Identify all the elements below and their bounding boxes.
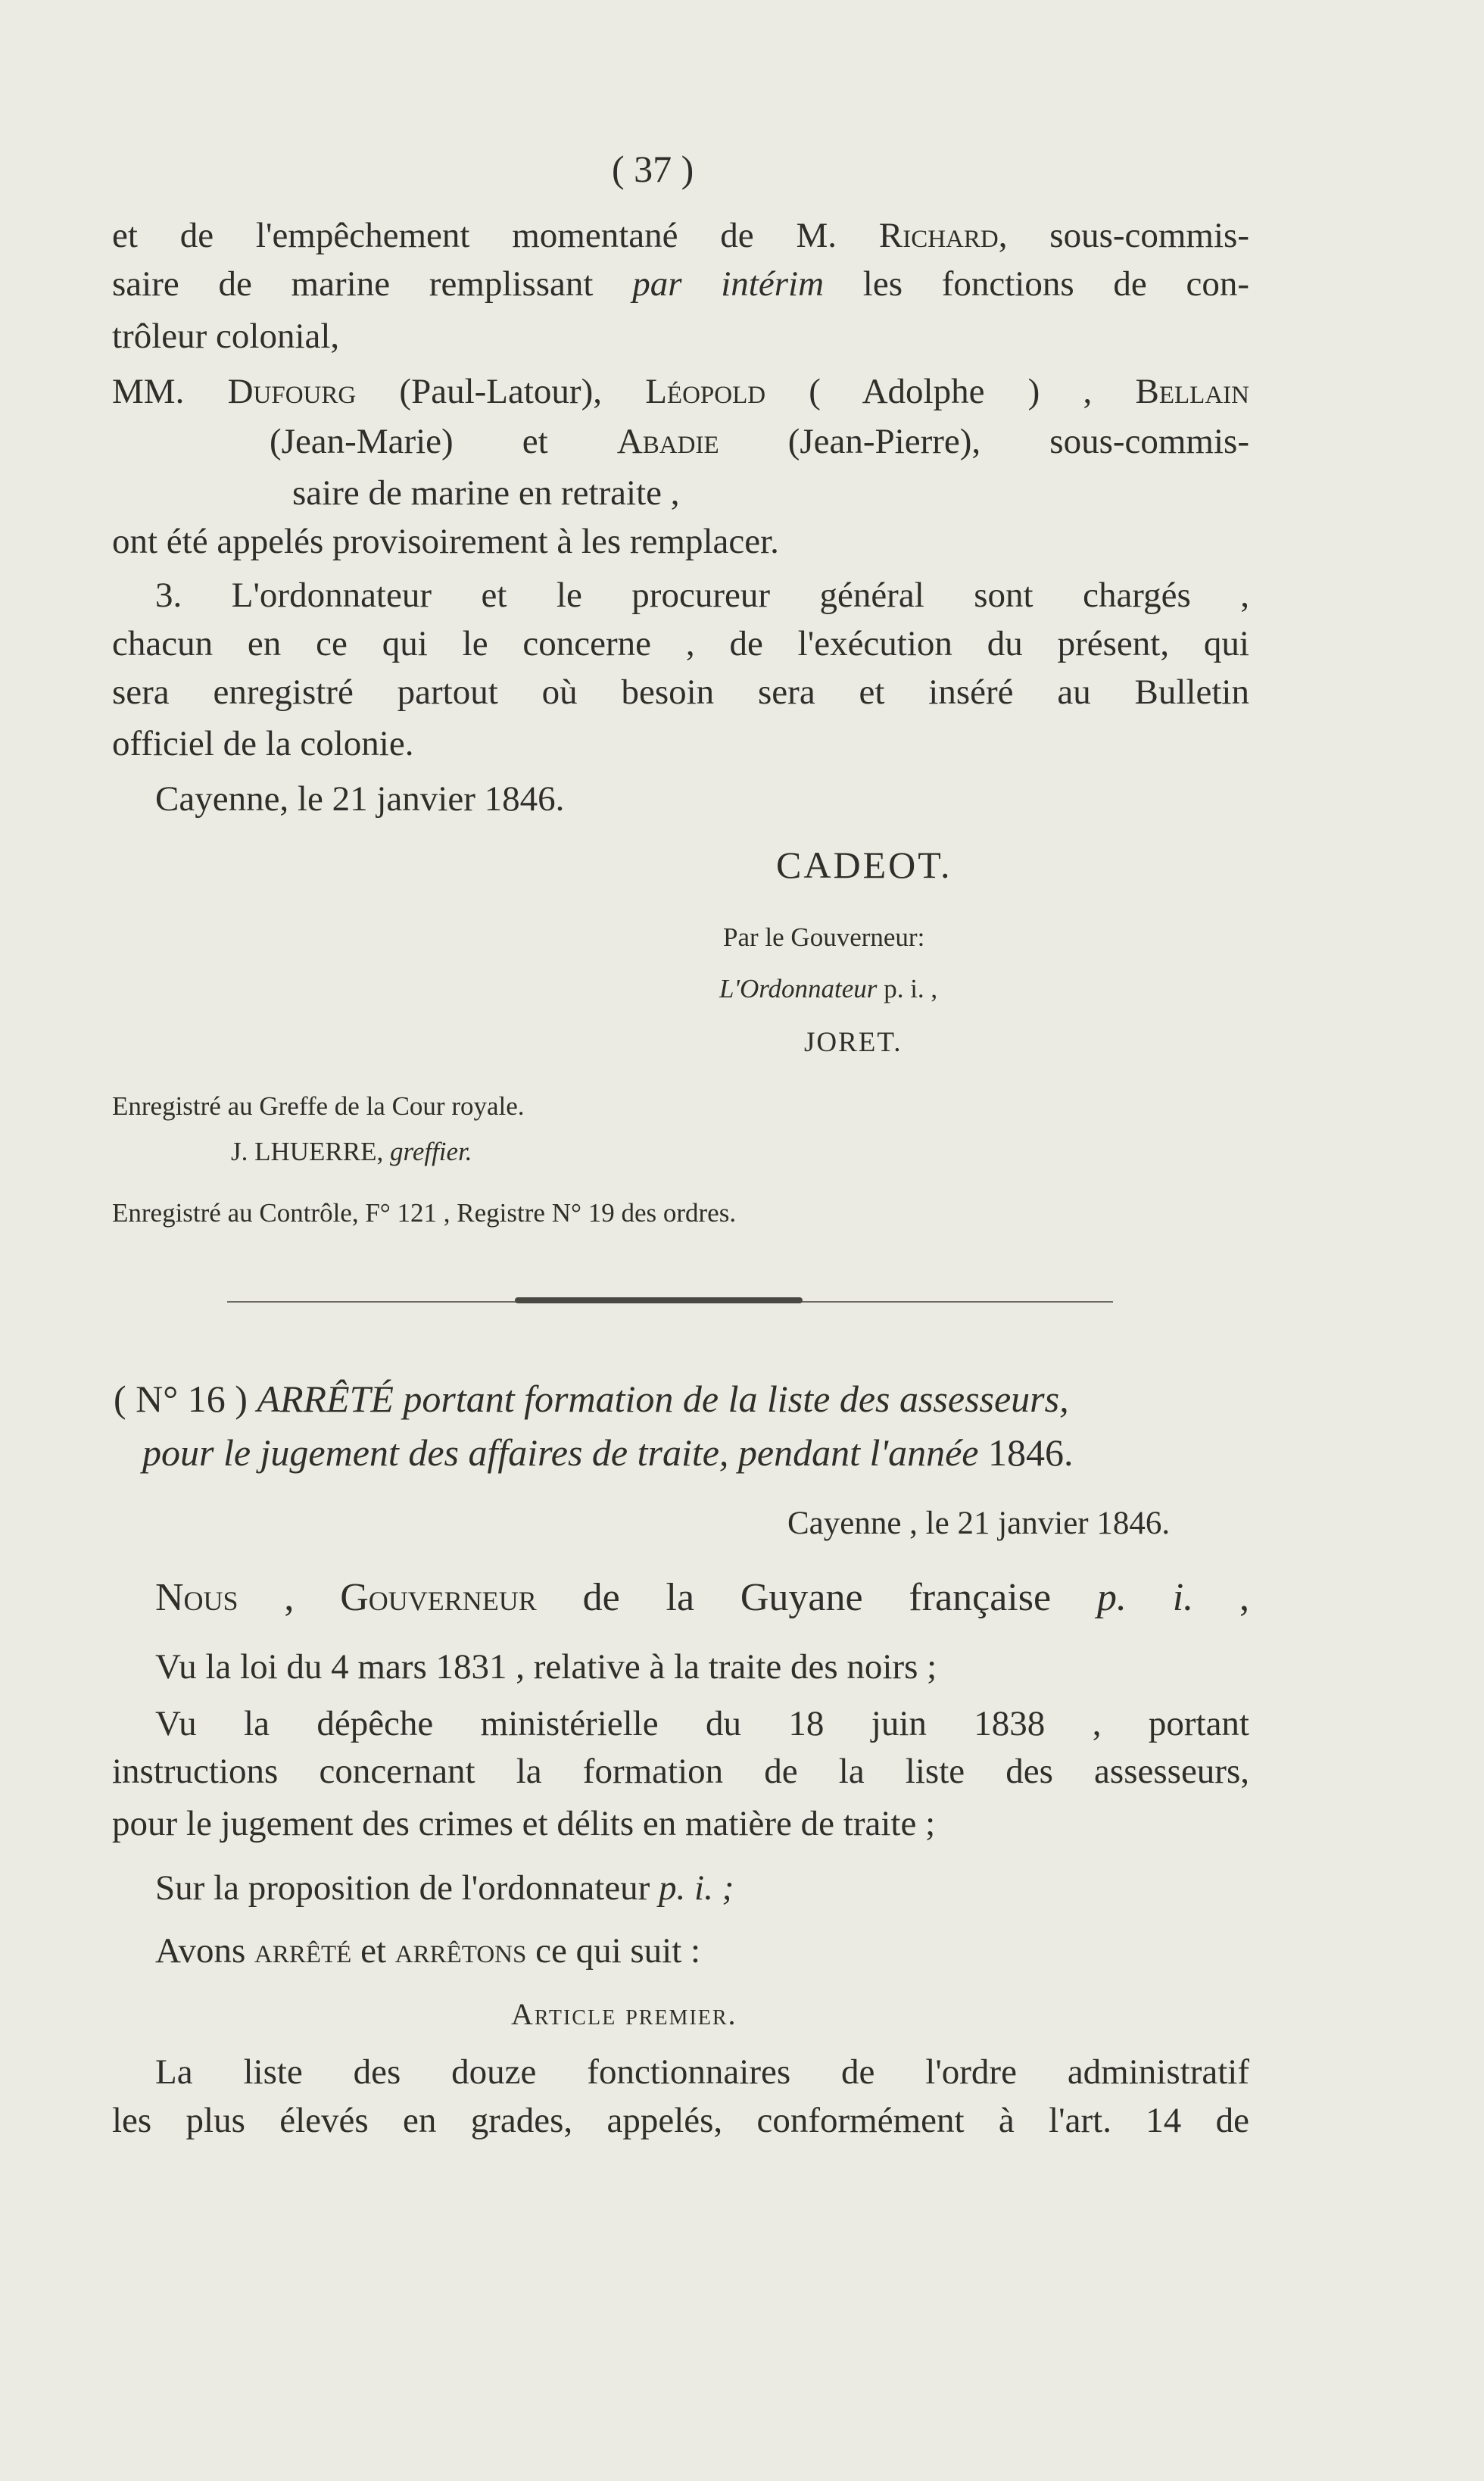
article3-line3: sera enregistré partout où besoin sera et inséré au Bulletin (112, 673, 1249, 712)
sur-pre: Sur la proposition de l'ordonnateur (155, 1868, 659, 1908)
arrete-title-line1 (114, 1380, 1069, 1418)
avons-pre: Avons (155, 1931, 254, 1971)
vu-depeche-line2: instructions concernant la formation de la liste des assesseurs, (112, 1752, 1249, 1791)
vu-depeche-line3: pour le jugement des crimes et délits en matière de traite ; (112, 1804, 936, 1843)
name-dufourg: Dufourg (227, 372, 357, 411)
arretons-word: arrêtons (394, 1931, 527, 1971)
avons-post: ce qui suit : (526, 1931, 701, 1971)
preamble-sep: , (238, 1576, 341, 1619)
article-premier-heading: Article premier. (511, 1997, 737, 2031)
name-abadie: Abadie (616, 422, 719, 461)
arrete-word: arrêté (254, 1931, 352, 1971)
block1-line2 (112, 260, 1249, 308)
block1-line5-post: (Jean-Pierre), sous-commis- (719, 422, 1249, 461)
par-interim: par intérim (632, 264, 825, 304)
block1-line1-pre: et de l'empêchement momentané de M. (112, 216, 879, 255)
avons-arrete (155, 1933, 700, 1969)
date-line-1: Cayenne, le 21 janvier 1846. (155, 779, 565, 819)
arrete-number: ( N° 16 ) (114, 1378, 257, 1420)
greffier-title: greffier. (390, 1137, 472, 1166)
text-adolphe: ( Adolphe ) , (765, 372, 1136, 411)
preamble-line1 (155, 1574, 1249, 1622)
greffier-name: J. LHUERRE, (231, 1137, 390, 1166)
section-divider-ornament (515, 1297, 803, 1303)
article1-line2: les plus élevés en grades, appelés, conformément à l'art. 14 de (112, 2101, 1249, 2140)
ordonnateur-line (719, 975, 937, 1002)
preamble-line1-post: de la Guyane française (536, 1576, 1097, 1619)
avons-mid: et (351, 1931, 395, 1971)
controle-line: Enregistré au Contrôle, F° 121 , Registre N° 19 des ordres. (112, 1198, 737, 1228)
text-paul-latour: (Paul-Latour), (356, 372, 646, 411)
par-le-gouverneur: Par le Gouverneur: (723, 922, 925, 952)
page-number: ( 37 ) (612, 148, 694, 190)
article1-line1: La liste des douze fonctionnaires de l'ordre administratif (155, 2052, 1249, 2092)
block1-line3: trôleur colonial, (112, 317, 340, 356)
preamble-line1-end: , (1193, 1576, 1249, 1619)
article3-line1: 3. L'ordonnateur et le procureur général sont chargés , (155, 576, 1249, 615)
sur-pi: p. i. ; (659, 1868, 734, 1908)
block1-line5-pre: (Jean-Marie) et (270, 422, 617, 461)
name-leopold: Léopold (645, 372, 766, 411)
arrete-title-2: pour le jugement des affaires de traite, pendant l'année (142, 1431, 988, 1474)
block1-line1-post: , sous-commis- (998, 216, 1249, 255)
vu-loi: Vu la loi du 4 mars 1831 , relative à la traite des noirs ; (155, 1647, 937, 1687)
block1-line2-pre: saire de marine remplissant (112, 264, 633, 304)
block1-line6: saire de marine en retraite , (292, 473, 680, 513)
ordonnateur-post: p. i. , (877, 974, 938, 1003)
block1-line4 (112, 367, 1249, 416)
nous-word: Nous (155, 1576, 238, 1619)
block1-line7: ont été appelés provisoirement à les remplacer. (112, 522, 779, 561)
preamble-pi: p. i. (1096, 1576, 1194, 1619)
greffe-line: Enregistré au Greffe de la Cour royale. (112, 1091, 525, 1121)
arrete-date: Cayenne , le 21 janvier 1846. (787, 1506, 1171, 1541)
signature-cadeot: CADEOT. (776, 844, 952, 886)
arrete-title-1: ARRÊTÉ portant formation de la liste des assesseurs, (257, 1378, 1069, 1420)
name-bellain: Bellain (1135, 372, 1249, 411)
greffier-line (231, 1138, 472, 1165)
block1-line1 (112, 211, 1249, 260)
article3-line4: officiel de la colonie. (112, 724, 414, 763)
arrete-year: 1846. (987, 1431, 1074, 1474)
block1-line5 (270, 417, 1249, 466)
gouverneur-word: Gouverneur (340, 1576, 537, 1619)
block1-line2-post: les fonctions de con- (824, 264, 1249, 304)
mm-label: MM. (112, 372, 228, 411)
vu-depeche-line1: Vu la dépêche ministérielle du 18 juin 1838 , portant (155, 1704, 1249, 1743)
ordonnateur-italic: L'Ordonnateur (719, 974, 878, 1003)
sur-proposition (155, 1868, 734, 1908)
arrete-title-line2 (142, 1431, 1074, 1474)
article3-line2: chacun en ce qui le concerne , de l'exécution du présent, qui (112, 624, 1249, 663)
name-richard: Richard (878, 216, 999, 255)
signature-joret: JORET. (804, 1027, 903, 1058)
